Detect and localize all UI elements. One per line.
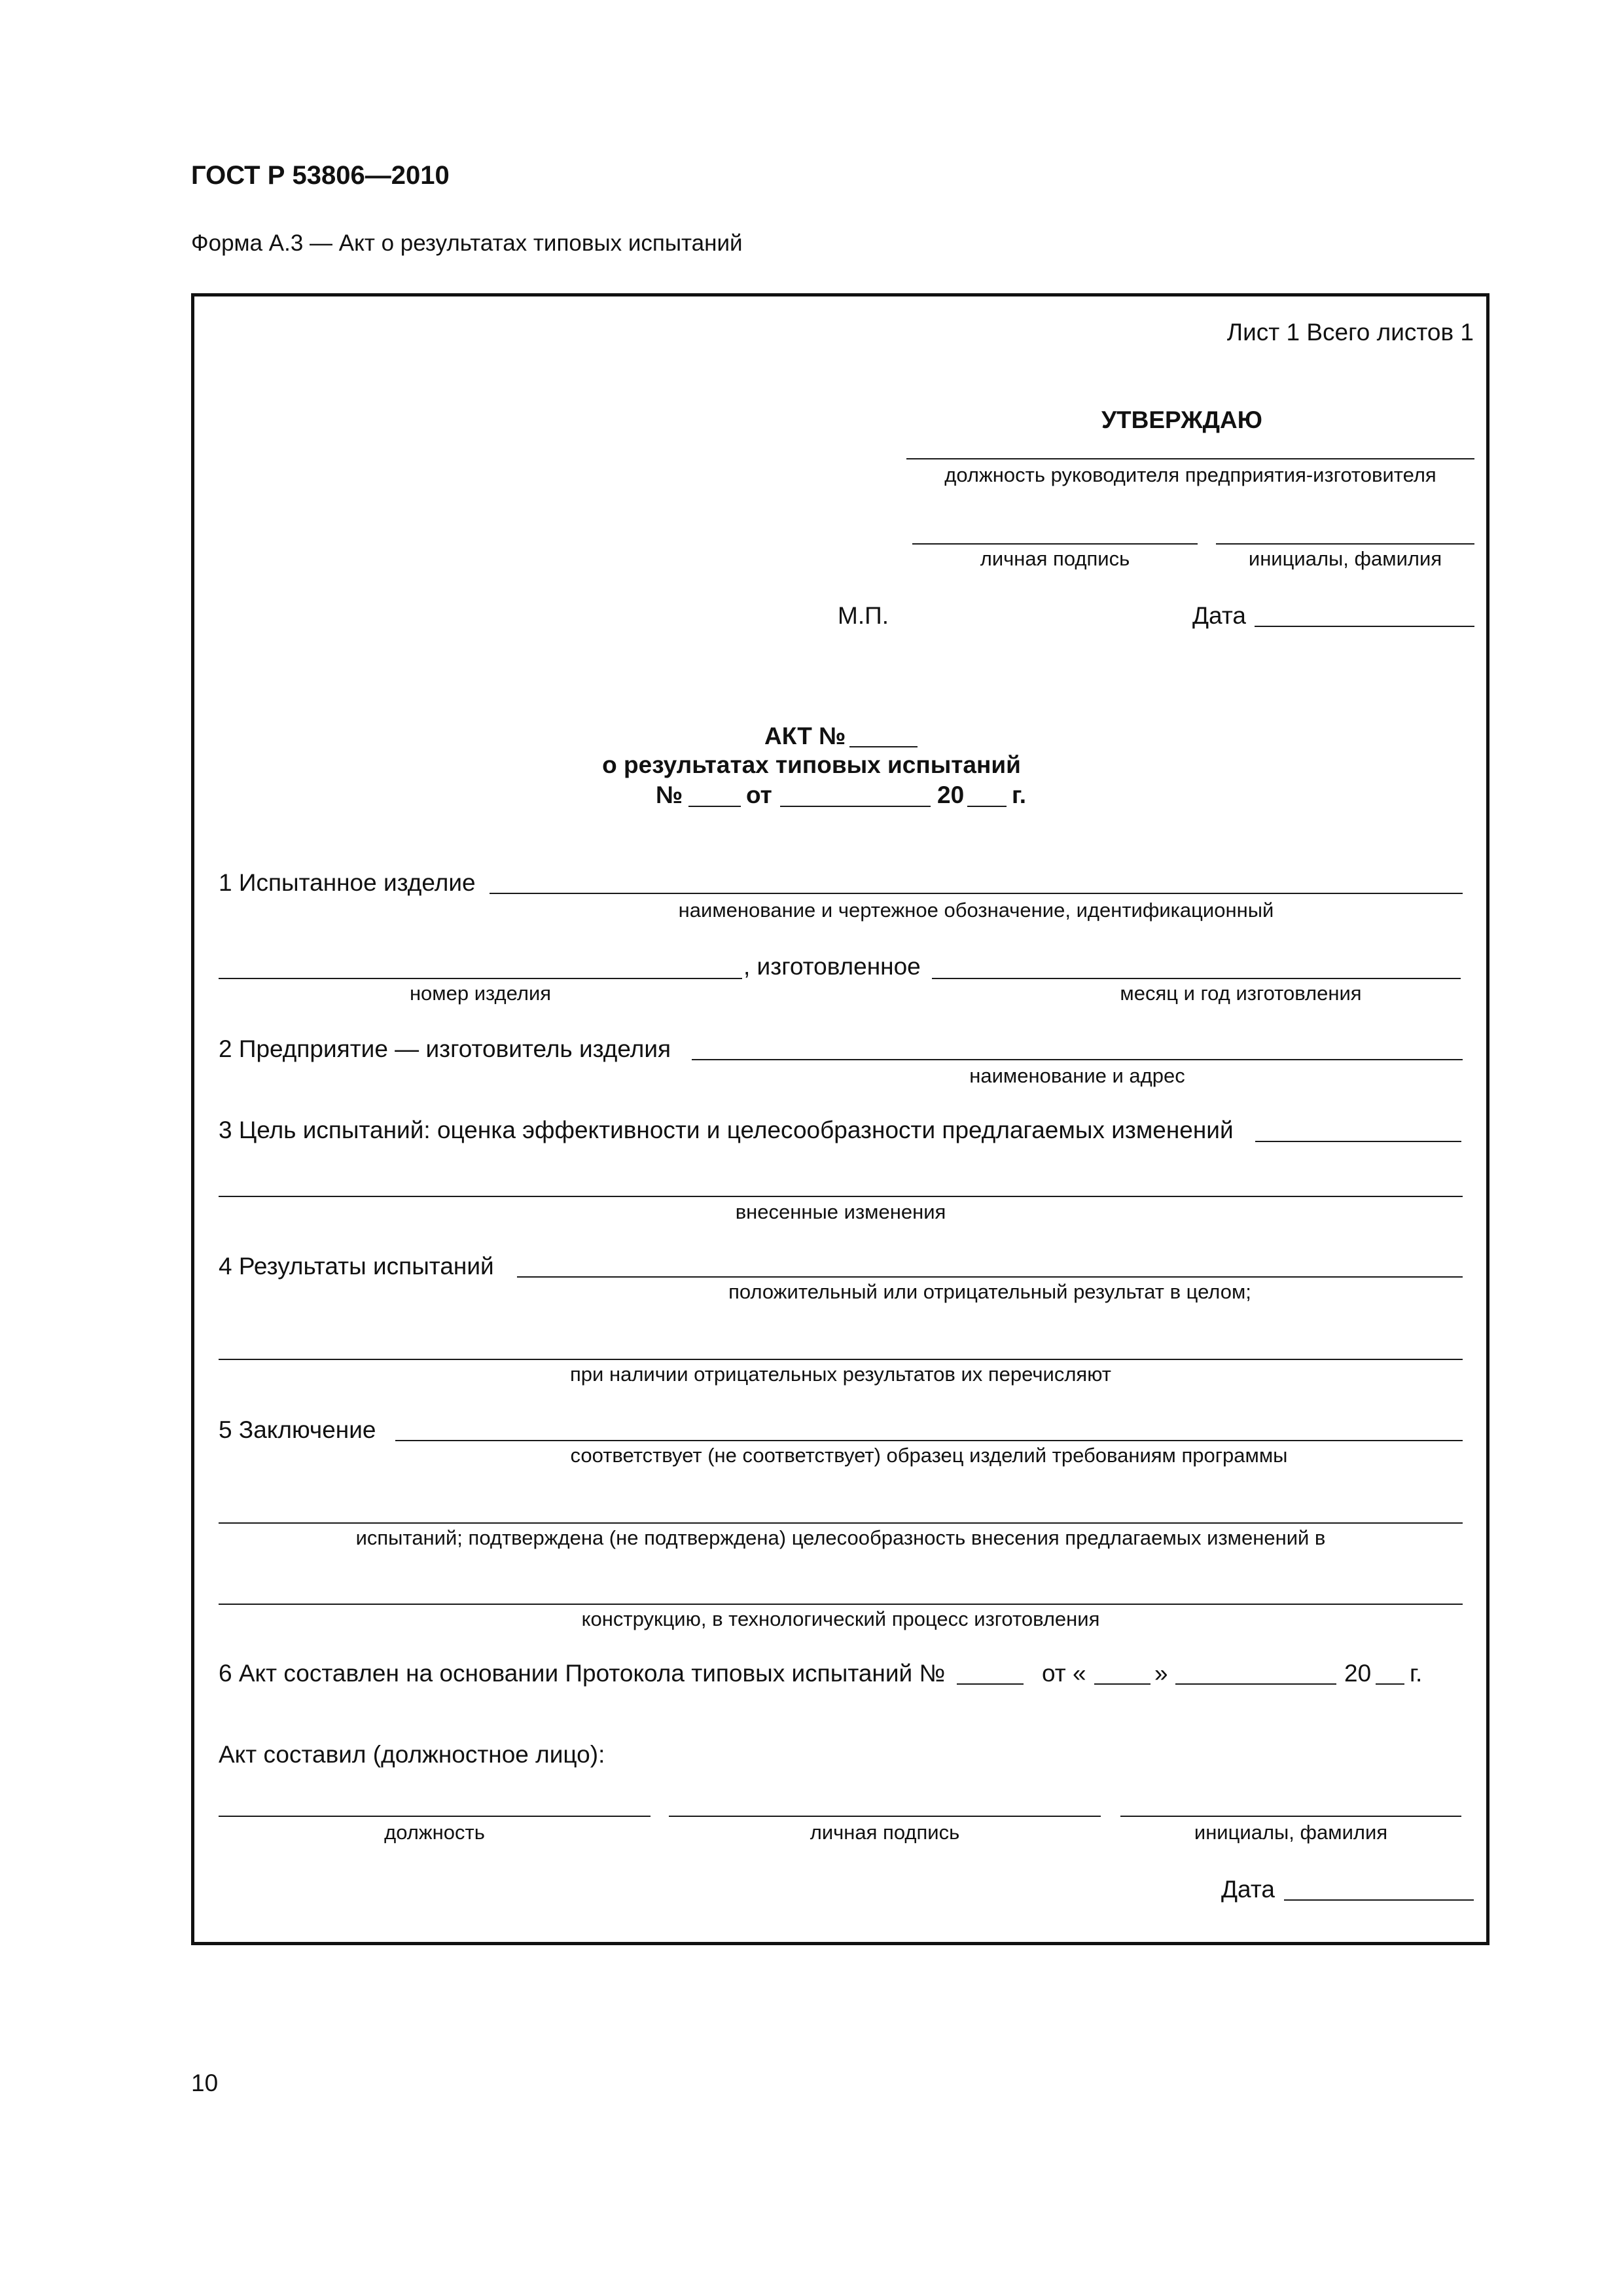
sheet-count: Лист 1 Всего листов 1 bbox=[1226, 319, 1474, 346]
approval-date-line[interactable] bbox=[1255, 626, 1474, 627]
act-from-label: от bbox=[746, 781, 772, 808]
item6-from-label: от « bbox=[1042, 1660, 1086, 1687]
stamp-label: М.П. bbox=[838, 602, 889, 629]
act-no-label: № bbox=[656, 781, 683, 808]
item3-label: 3 Цель испытаний: оценка эффективности и целесообразности предлагаемых изменений bbox=[219, 1117, 1234, 1143]
item2-company-caption: наименование и адрес bbox=[969, 1064, 1185, 1087]
item6-label: 6 Акт составлен на основании Протокола типовых испытаний № bbox=[219, 1660, 946, 1687]
item1-product-caption: наименование и чертежное обозначение, идентификационный bbox=[678, 899, 1274, 922]
item5-caption3: конструкцию, в технологический процесс изготовления bbox=[581, 1607, 1100, 1630]
item5-caption2: испытаний; подтверждена (не подтверждена) целесообразность внесения предлагаемых изменений в bbox=[355, 1526, 1326, 1549]
item3-changes-caption: внесенные изменения bbox=[735, 1200, 946, 1223]
composer-name-line[interactable] bbox=[1120, 1816, 1461, 1817]
act-number-line[interactable] bbox=[849, 746, 918, 747]
item4-details-caption: при наличии отрицательных результатов их перечисляют bbox=[570, 1363, 1111, 1386]
item4-details-line[interactable] bbox=[219, 1359, 1463, 1360]
composer-date-label: Дата bbox=[1221, 1876, 1275, 1903]
item5-conclusion-caption: соответствует (не соответствует) образец изделий требованиям программы bbox=[570, 1444, 1288, 1467]
act-year-line[interactable] bbox=[967, 806, 1007, 807]
composer-position-caption: должность bbox=[384, 1821, 485, 1844]
act-year-label: 20 bbox=[937, 781, 965, 808]
approval-date-label: Дата bbox=[1192, 602, 1246, 629]
act-subtitle: о результатах типовых испытаний bbox=[602, 751, 1021, 778]
approval-signature-caption: личная подпись bbox=[980, 547, 1130, 570]
form-caption: Форма А.3 — Акт о результатах типовых испытаний bbox=[191, 230, 743, 256]
item1-date-caption: месяц и год изготовления bbox=[1120, 982, 1362, 1005]
item6-day-line[interactable] bbox=[1094, 1683, 1150, 1685]
item1-date-line[interactable] bbox=[932, 978, 1461, 979]
item6-quote-close: » bbox=[1154, 1660, 1168, 1687]
item2-label: 2 Предприятие — изготовитель изделия bbox=[219, 1035, 671, 1062]
item1-number-line[interactable] bbox=[219, 978, 742, 979]
item4-result-line[interactable] bbox=[517, 1276, 1463, 1278]
item3-changes-line[interactable] bbox=[219, 1196, 1463, 1197]
item3-inline-line[interactable] bbox=[1255, 1141, 1461, 1142]
composer-position-line[interactable] bbox=[219, 1816, 651, 1817]
act-number-label: АКТ № bbox=[764, 723, 846, 749]
item1-manufactured-label: , изготовленное bbox=[743, 953, 921, 980]
approval-position-line[interactable] bbox=[906, 458, 1474, 459]
composer-signature-line[interactable] bbox=[669, 1816, 1101, 1817]
composer-date-line[interactable] bbox=[1284, 1899, 1474, 1901]
page-number: 10 bbox=[191, 2070, 219, 2096]
act-g-label: г. bbox=[1012, 781, 1026, 808]
item5-line3[interactable] bbox=[219, 1604, 1463, 1605]
item1-number-caption: номер изделия bbox=[409, 982, 552, 1005]
approval-signature-line[interactable] bbox=[912, 543, 1198, 545]
item6-g-label: г. bbox=[1410, 1660, 1423, 1687]
approval-title: УТВЕРЖДАЮ bbox=[1101, 406, 1262, 433]
approval-name-line[interactable] bbox=[1216, 543, 1474, 545]
approval-name-caption: инициалы, фамилия bbox=[1248, 547, 1442, 570]
item6-year-line[interactable] bbox=[1376, 1683, 1404, 1685]
item5-label: 5 Заключение bbox=[219, 1416, 376, 1443]
act-no-line[interactable] bbox=[688, 806, 741, 807]
item5-conclusion-line[interactable] bbox=[395, 1440, 1463, 1441]
item5-line2[interactable] bbox=[219, 1522, 1463, 1524]
item6-protocol-number-line[interactable] bbox=[957, 1683, 1024, 1685]
item4-result-caption: положительный или отрицательный результат в целом; bbox=[728, 1280, 1251, 1303]
act-date-line[interactable] bbox=[780, 806, 931, 807]
composer-signature-caption: личная подпись bbox=[810, 1821, 960, 1844]
item2-company-line[interactable] bbox=[692, 1059, 1463, 1060]
item6-year-label: 20 bbox=[1344, 1660, 1372, 1687]
item1-label: 1 Испытанное изделие bbox=[219, 869, 476, 896]
composer-label: Акт составил (должностное лицо): bbox=[219, 1741, 605, 1768]
item6-month-line[interactable] bbox=[1175, 1683, 1336, 1685]
item1-product-line[interactable] bbox=[490, 893, 1463, 894]
item4-label: 4 Результаты испытаний bbox=[219, 1253, 494, 1280]
approval-position-caption: должность руководителя предприятия-изготовителя bbox=[944, 463, 1436, 486]
composer-name-caption: инициалы, фамилия bbox=[1194, 1821, 1388, 1844]
document-standard-title: ГОСТ Р 53806—2010 bbox=[191, 161, 450, 190]
